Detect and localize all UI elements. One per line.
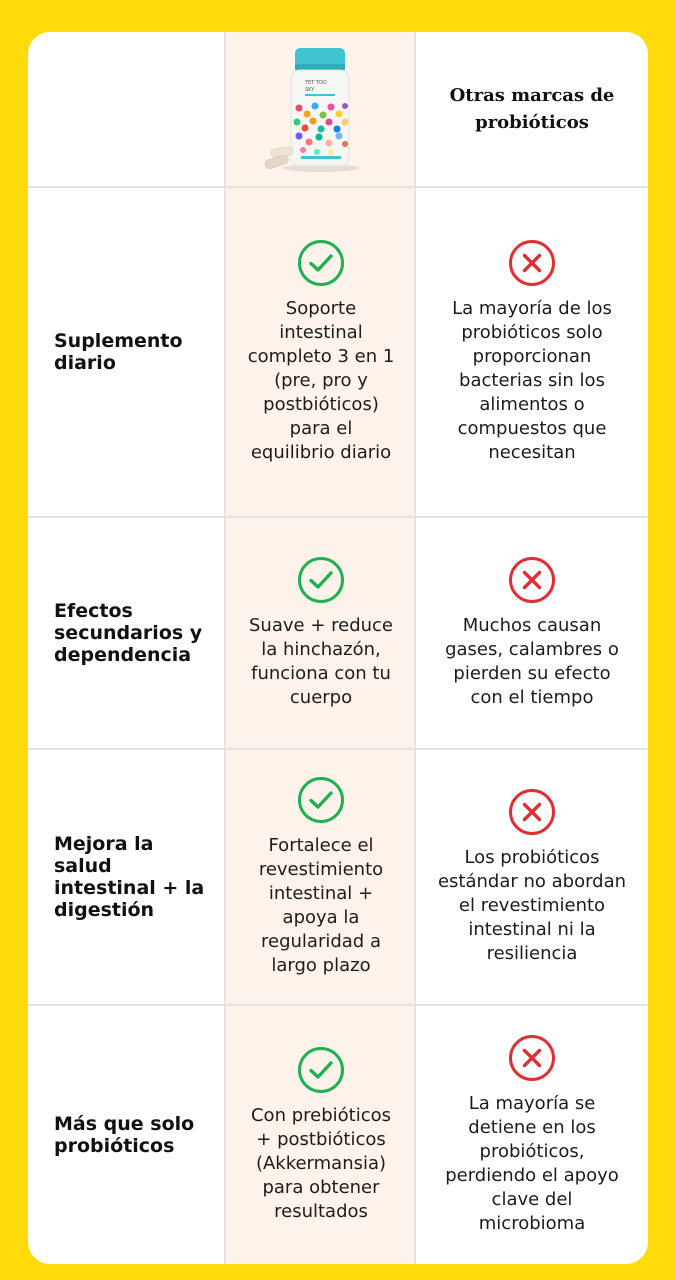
cross-icon [508,556,556,604]
comparison-table [28,32,648,1264]
product-description: Suave + reduce la hinchazón, funciona con tu cuerpo [249,615,393,708]
comparison-row [28,188,648,516]
comparison-card [28,32,648,1264]
header-product-cell [228,32,414,186]
row-divider [28,748,648,750]
competitor-cell [416,1006,648,1264]
competitor-title: Otras marcas de probióticos [449,85,615,133]
competitor-cell [416,188,648,516]
product-cell [228,750,414,1004]
column-divider [414,32,416,1264]
feature-cell [28,750,226,1004]
check-icon [297,556,345,604]
row-divider [28,186,648,188]
feature-label: Más que solo probióticos [54,1113,195,1157]
header-empty-cell [28,32,226,186]
feature-label: Efectos secundarios y dependencia [54,600,203,666]
svg-text:TET TOO: TET TOO [305,80,327,86]
check-icon [297,776,345,824]
product-cell [228,188,414,516]
product-bottle-image [261,44,381,174]
row-divider [28,1004,648,1006]
feature-cell [28,518,226,748]
product-description: Con prebióticos + postbióticos (Akkermansia) para obtener resultados [250,1105,391,1222]
check-icon [297,1046,345,1094]
svg-text:SKY: SKY [305,87,315,93]
product-cell [228,1006,414,1264]
product-description: Fortalece el revestimiento intestinal + apoya la regularidad a largo plazo [258,835,384,976]
product-cell [228,518,414,748]
competitor-description: La mayoría de los probióticos solo proporcionan bacterias sin los alimentos o compuestos que necesitan [452,298,612,463]
competitor-cell [416,750,648,1004]
competitor-description: Muchos causan gases, calambres o pierden su efecto con el tiempo [445,615,619,708]
competitor-description: La mayoría se detiene en los probióticos, perdiendo el apoyo clave del microbioma [445,1093,619,1234]
feature-label: Suplemento diario [54,330,183,374]
header-competitor-cell [416,32,648,186]
feature-cell [28,188,226,516]
cross-icon [508,1034,556,1082]
check-icon [297,239,345,287]
product-description: Soporte intestinal completo 3 en 1 (pre, pro y postbióticos) para el equilibrio diario [247,298,395,463]
comparison-row [28,518,648,748]
competitor-cell [416,518,648,748]
column-divider [224,32,226,1264]
competitor-description: Los probióticos estándar no abordan el revestimiento intestinal ni la resiliencia [437,847,627,964]
cross-icon [508,239,556,287]
feature-cell [28,1006,226,1264]
comparison-row [28,1006,648,1264]
row-divider [28,516,648,518]
header-row [28,32,648,186]
cross-icon [508,788,556,836]
comparison-row [28,750,648,1004]
feature-label: Mejora la salud intestinal + la digestión [54,833,205,921]
